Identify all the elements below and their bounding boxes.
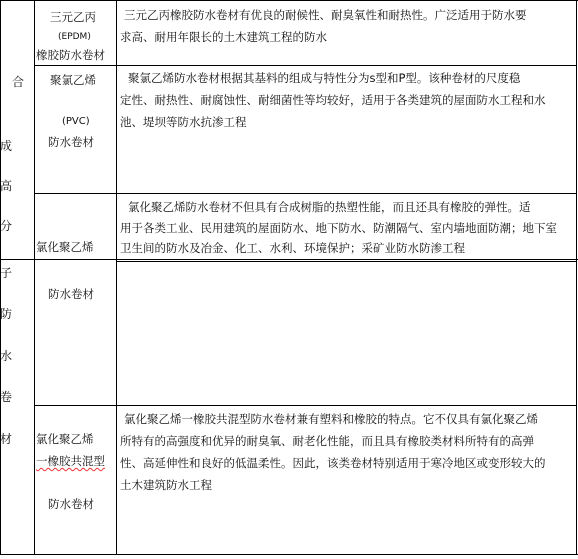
group-label-char: 成 (0, 139, 12, 153)
material-description-line: 求高、耐用年限长的土木建筑工程的防水 (120, 30, 327, 44)
group-label-char: 卷 (0, 390, 12, 404)
material-description-line: 聚氯乙烯防水卷材根据其基料的组成与特性分为s型和P型。该种卷材的尺度稳 (128, 71, 521, 85)
col-divider-1 (34, 0, 35, 555)
material-description-line: 性、高延伸性和良好的低温柔性。因此，该类卷材特别适用于寒冷地区或变形较大的 (120, 456, 546, 470)
material-name-line: 氯化聚乙烯 (36, 240, 94, 254)
row-divider-4 (34, 405, 577, 406)
row-divider-1 (34, 65, 577, 66)
material-description-line: 池、堤坝等防水抗渗工程 (120, 115, 247, 129)
material-name-line: 橡胶防水卷材 (36, 48, 105, 62)
material-description-line: 土木建筑防水工程 (120, 478, 212, 492)
material-name-line: 防水卷材 (48, 135, 94, 149)
material-name-line: (EPDM) (58, 32, 91, 42)
group-label-char: 材 (0, 432, 12, 446)
group-label-char: 分 (0, 219, 12, 233)
col-divider-2 (116, 0, 117, 555)
table-top-border (0, 0, 578, 1)
group-label-char: 水 (0, 349, 12, 363)
row-divider-3 (0, 259, 578, 260)
group-label-char: 高 (0, 179, 12, 193)
group-label-char: 防 (0, 307, 12, 321)
table-right-border (576, 0, 577, 555)
material-description-line: 氯化聚乙烯防水卷材不但具有合成树脂的热塑性能，而且还具有橡胶的弹性。适 (128, 200, 531, 214)
material-description-line: 卫生间的防水及冶金、化工、水利、环境保护；采矿业防水防渗工程 (120, 241, 465, 255)
material-description-line: 用于各类工业、民用建筑的屋面防水、地下防水、防潮隔气、室内墙地面防潮；地下室 (120, 221, 557, 235)
row-divider-3b (116, 261, 577, 262)
material-name-line: 聚氯乙烯 (50, 73, 96, 87)
table-bottom-border (0, 554, 578, 555)
material-name-line: 防水卷材 (48, 497, 94, 511)
group-label-char: 合 (11, 75, 24, 89)
material-description-line: 定性、耐热性、耐腐蚀性、耐细菌性等均较好，适用于各类建筑的屋面防水工程和水 (120, 93, 546, 107)
row-divider-2 (34, 193, 577, 194)
material-name-line: 一橡胶共混型 (36, 454, 105, 468)
material-description-line: 氯化聚乙烯一橡胶共混型防水卷材兼有塑料和橡胶的特点。它不仅具有氯化聚乙烯 (124, 412, 538, 426)
material-name-line: 三元乙丙 (50, 10, 96, 24)
material-name-line: 防水卷材 (48, 287, 94, 301)
group-label-char: 子 (0, 266, 12, 280)
material-description-line: 所特有的高强度和优异的耐臭氧、耐老化性能，而且具有橡胶类材料所特有的高弹 (120, 434, 534, 448)
material-description-line: 三元乙丙橡胶防水卷材有优良的耐候性、耐臭氧性和耐热性。广泛适用于防水要 (124, 8, 527, 22)
material-name-line: (PVC) (62, 116, 90, 127)
material-name-line: 氯化聚乙烯 (36, 432, 94, 446)
